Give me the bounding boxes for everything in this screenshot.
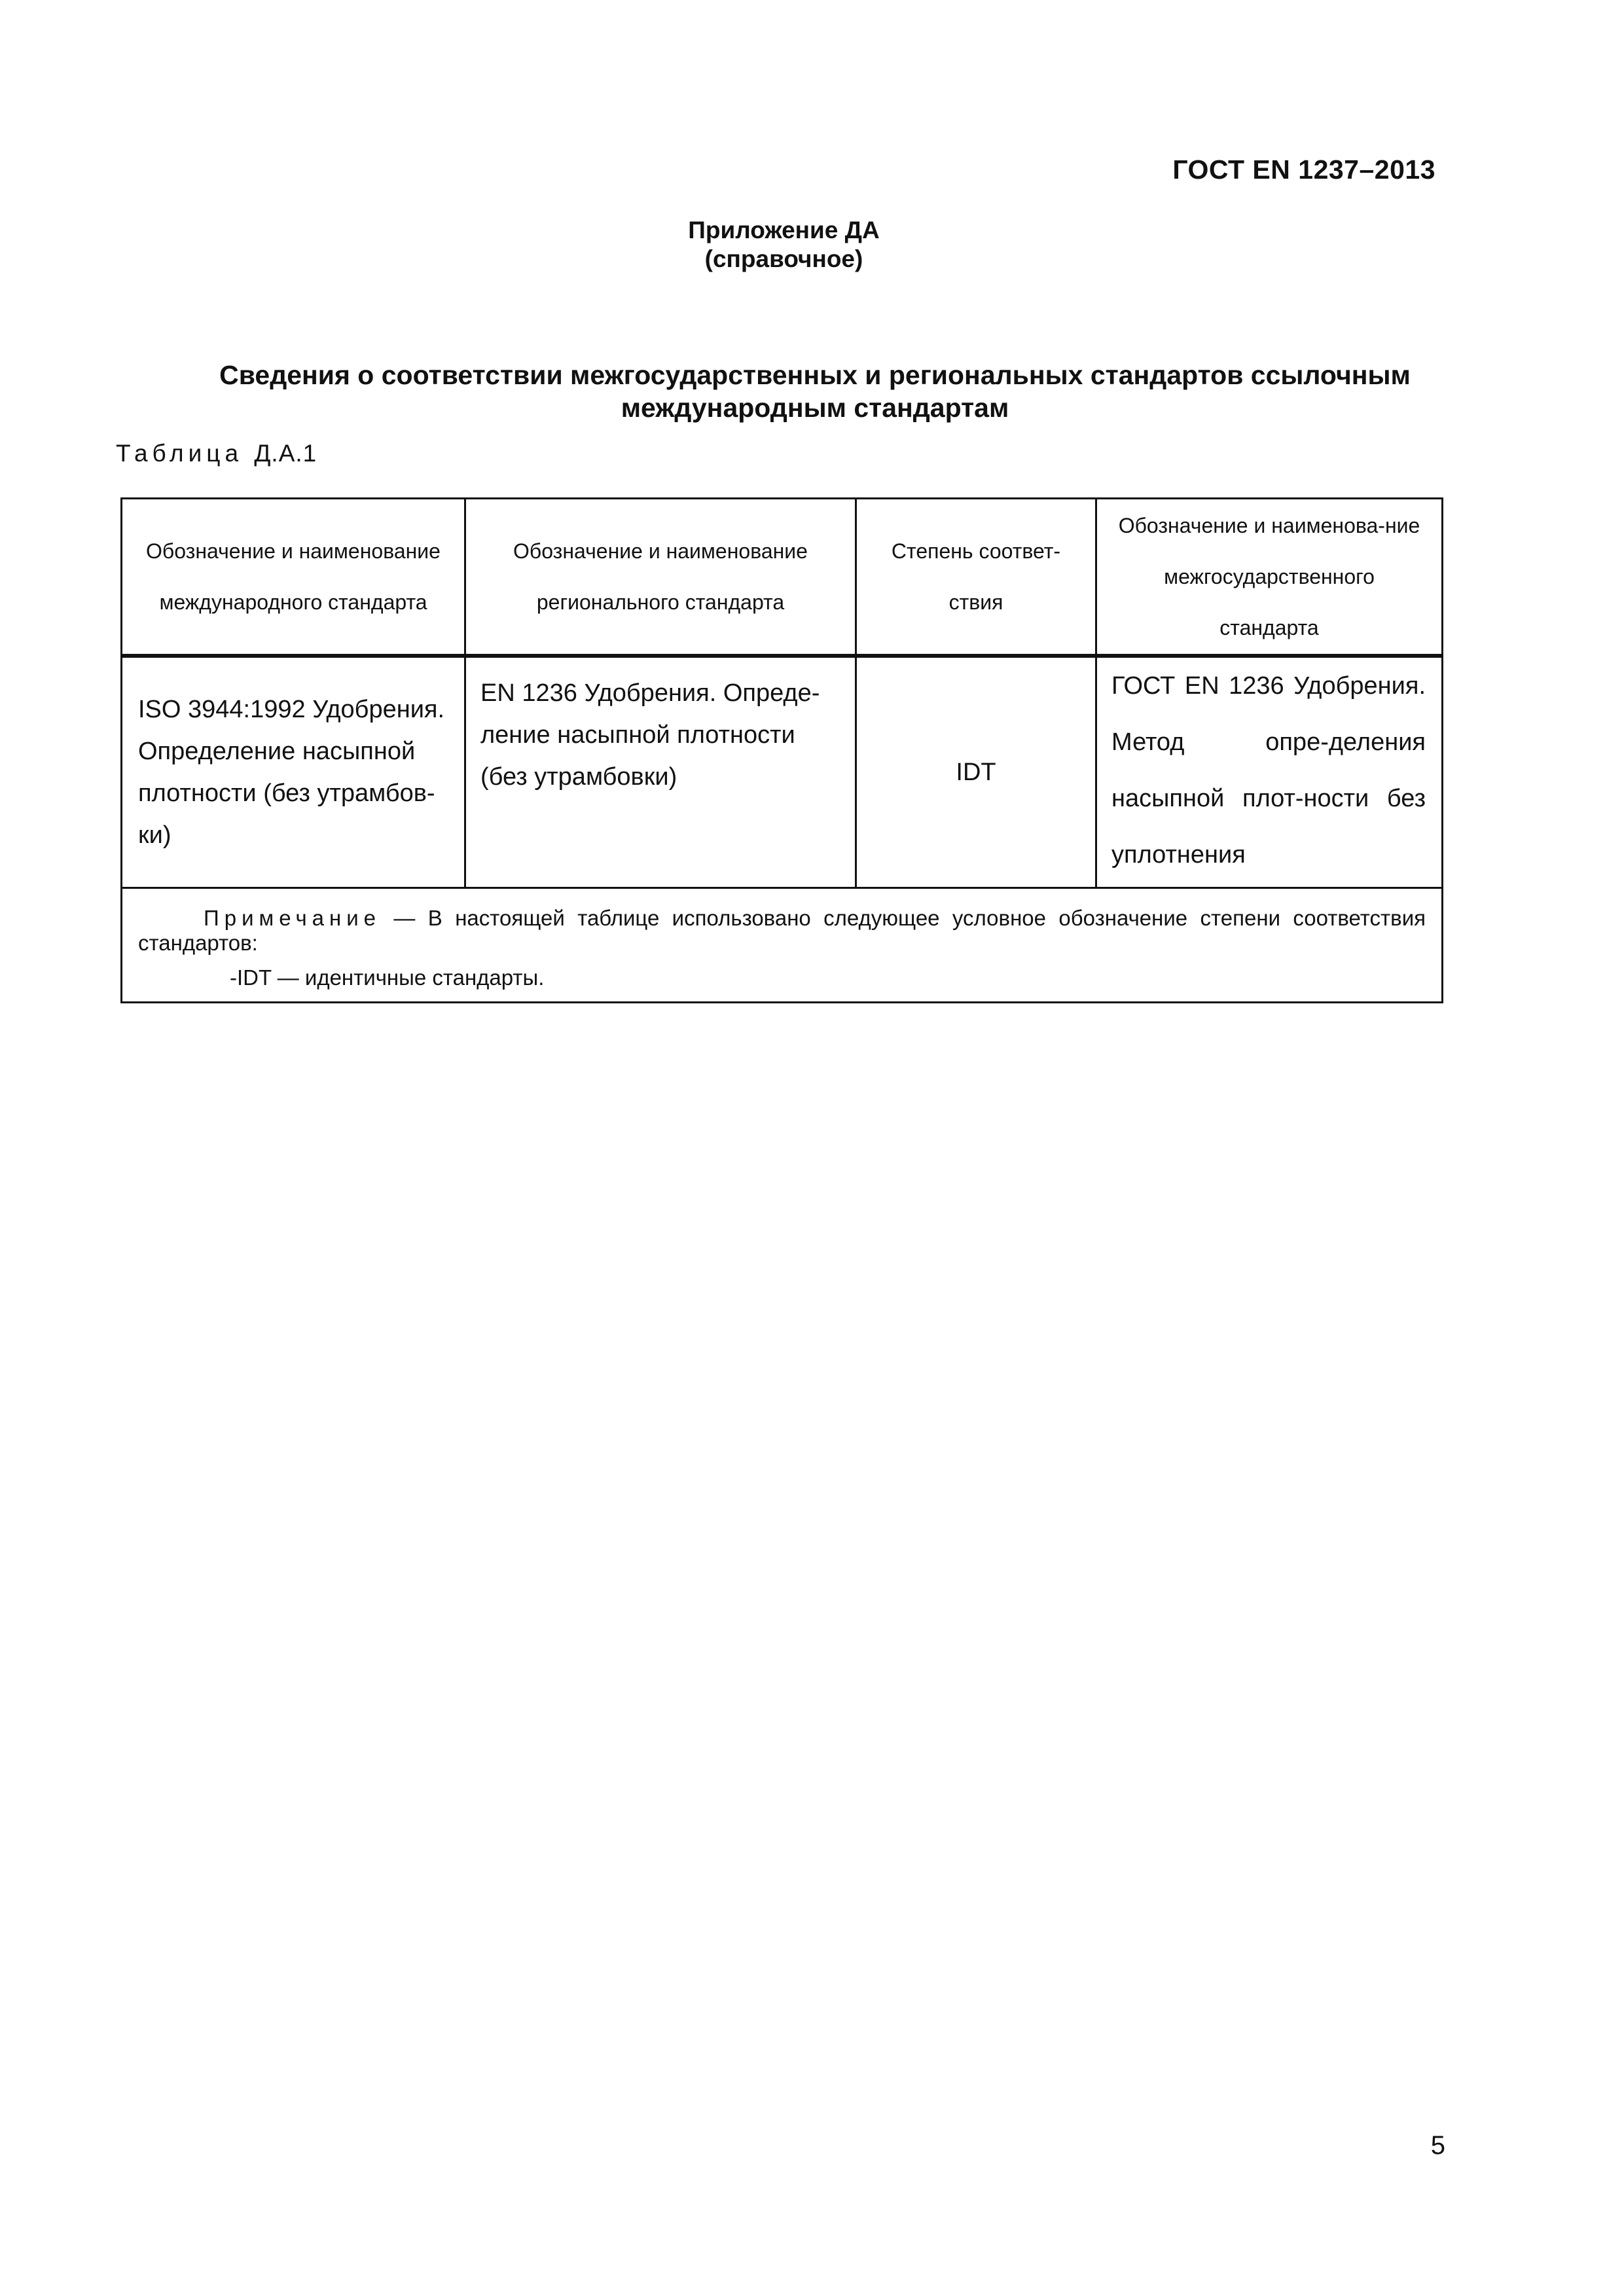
table-label-word: Таблица <box>116 440 244 467</box>
header-degree-of-correspondence: Степень соответ-ствия <box>856 499 1096 656</box>
main-title-line-1: Сведения о соответствии межгосударственных и региональных стандартов ссылочным <box>219 360 1411 390</box>
main-title-line-2: международным стандартам <box>621 393 1009 423</box>
standards-table <box>120 497 1443 1003</box>
table-note <box>122 888 1443 1003</box>
cell-degree: IDT <box>856 656 1096 888</box>
table-row <box>122 656 1443 888</box>
main-title <box>196 359 1434 424</box>
cell-regional-standard: EN 1236 Удобрения. Опреде-ление насыпной плотности (без утрамбовки) <box>465 656 856 888</box>
table-label-number: Д.А.1 <box>254 440 317 467</box>
cell-interstate-standard: ГОСТ EN 1236 Удобрения. Метод опре-деления насыпной плот-ности без уплотнения <box>1096 656 1443 888</box>
note-item: -IDT — идентичные стандарты. <box>230 965 545 990</box>
appendix-title: Приложение ДА <box>688 217 880 243</box>
note-label: Примечание <box>204 906 382 930</box>
cell-international-standard: ISO 3944:1992 Удобрения. Определение насыпной плотности (без утрамбов-ки) <box>122 656 465 888</box>
page-number: 5 <box>1430 2131 1445 2160</box>
header-regional-standard: Обозначение и наименование регионального стандарта <box>465 499 856 656</box>
appendix-subtitle: (справочное) <box>704 245 863 272</box>
note-body: — В настоящей таблице использовано следующее условное обозначение степени соответствия стандартов: <box>138 906 1426 955</box>
document-code: ГОСТ EN 1237–2013 <box>1172 154 1435 185</box>
table-note-row <box>122 888 1443 1003</box>
appendix-heading <box>0 216 1568 274</box>
note-text <box>138 906 1426 956</box>
table-header-row <box>122 499 1443 656</box>
header-international-standard: Обозначение и наименование международного стандарта <box>122 499 465 656</box>
table-label <box>116 440 317 467</box>
header-interstate-standard: Обозначение и наименова-ние межгосударственного стандарта <box>1096 499 1443 656</box>
